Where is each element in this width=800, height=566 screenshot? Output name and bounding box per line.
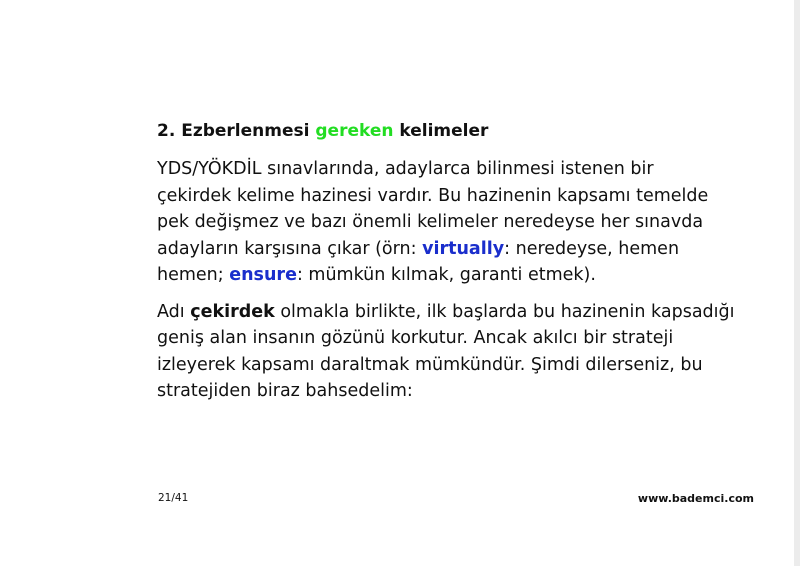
bold-word-cekirdek: çekirdek [190,301,275,322]
paragraph-1-line-5 [157,262,767,289]
page-number: 21/41 [158,492,189,504]
line-4-before: adayların karşısına çıkar (örn: [157,238,423,259]
paragraph-1 [157,156,767,289]
paragraph-2-line-4: stratejiden biraz bahsedelim: [157,381,413,401]
heading-highlight: gereken [315,121,394,141]
page-right-edge [794,0,800,566]
line-5-after: : mümkün kılmak, garanti etmek). [296,265,596,285]
term-virtually: virtually [422,238,505,259]
line-5-before: hemen; [157,265,230,285]
paragraph-1-line-2: çekirdek kelime hazinesi vardır. Bu hazinenin kapsamı temelde [157,185,709,206]
paragraph-1-line-4 [157,236,767,263]
paragraph-1-line-3: pek değişmez ve bazı önemli kelimeler neredeyse her sınavda [157,212,704,232]
p2-line-1-before: Adı [157,301,191,322]
section-heading [157,118,767,144]
p2-line-1-after: olmakla birlikte, ilk başlarda bu hazinenin kapsadığı [274,301,735,322]
line-4-after: : neredeyse, hemen [504,238,680,259]
paragraph-2-line-1 [157,299,767,326]
paragraph-1-line-1: YDS/YÖKDİL sınavlarında, adaylarca bilinmesi istenen bir [157,159,654,179]
heading-prefix: 2. Ezberlenmesi [157,121,316,141]
paragraph-2-line-2: geniş alan insanın gözünü korkutur. Ancak akılcı bir strateji [157,328,674,348]
document-body [157,118,767,415]
heading-suffix: kelimeler [393,121,489,141]
website-link[interactable]: www.bademci.com [637,492,754,505]
term-ensure: ensure [229,265,297,285]
paragraph-2 [157,299,767,405]
paragraph-2-line-3: izleyerek kapsamı daraltmak mümkündür. Şimdi dilerseniz, bu [157,354,703,375]
